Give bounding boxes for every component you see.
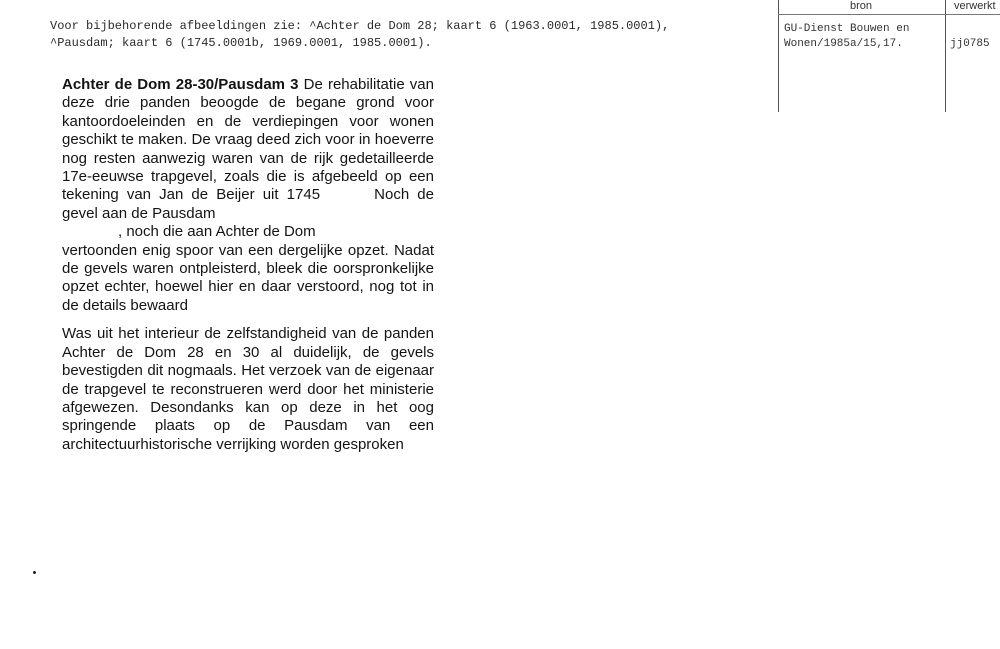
paragraph-1 [62,76,434,315]
paragraph-1-text-b: Noch de gevel aan de Pausdam [62,186,434,222]
table-left-border [778,0,779,112]
header-note-line-1: Voor bijbehorende afbeeldingen zie: ^Achter de Dom 28; kaart 6 (1963.0001, 1985.0001), [50,19,670,33]
verwerkt-cell: jj0785 [950,38,990,50]
speck-dot [33,571,36,574]
column-header-verwerkt: verwerkt [954,0,996,12]
paragraph-1-text-c: , noch die aan Achter de Dom [118,223,316,241]
column-header-bron: bron [850,0,873,12]
paragraph-1-text-a: De rehabilitatie van deze drie panden beoogde de begane grond voor kantoordoeleinden en de verdiepingen voor wonen geschikt te maken. De vraag deed zich voor in hoeverre nog resten aanwezig waren van de rijk gedetailleerde 17e-eeuwse trapgevel, zoals die is afgebeeld op een tekening van Jan de Beijer uit 1745 [62,76,434,204]
table-header-divider [778,14,1000,15]
bron-line-1: GU-Dienst Bouwen en [784,23,910,35]
article-heading: Achter de Dom 28-30/Pausdam 3 [62,76,299,93]
paragraph-1-text-d: vertoonden enig spoor van een dergelijke opzet. Nadat de gevels waren ontpleisterd, bleek die oorspronkelijke opzet echter, hoewel hier en daar verstoord, nog tot in de details bewaard [62,241,434,314]
table-column-divider [945,0,946,112]
source-table [778,0,1000,112]
article-body [62,76,434,464]
header-note-line-2: ^Pausdam; kaart 6 (1745.0001b, 1969.0001, 1985.0001). [50,36,432,50]
bron-line-2: Wonen/1985a/15,17. [784,38,903,50]
bron-cell [784,22,909,52]
paragraph-2: Was uit het interieur de zelfstandigheid van de panden Achter de Dom 28 en 30 al duidelijk, de gevels bevestigden dit nogmaals. Het verzoek van de eigenaar de trapgevel te reconstrueren werd door het ministerie afgewezen. Desondanks kan op deze in het oog springende plaats op de Pausdam van een architectuurhistorische verrijking worden gesproken [62,325,434,453]
header-note [50,18,669,52]
